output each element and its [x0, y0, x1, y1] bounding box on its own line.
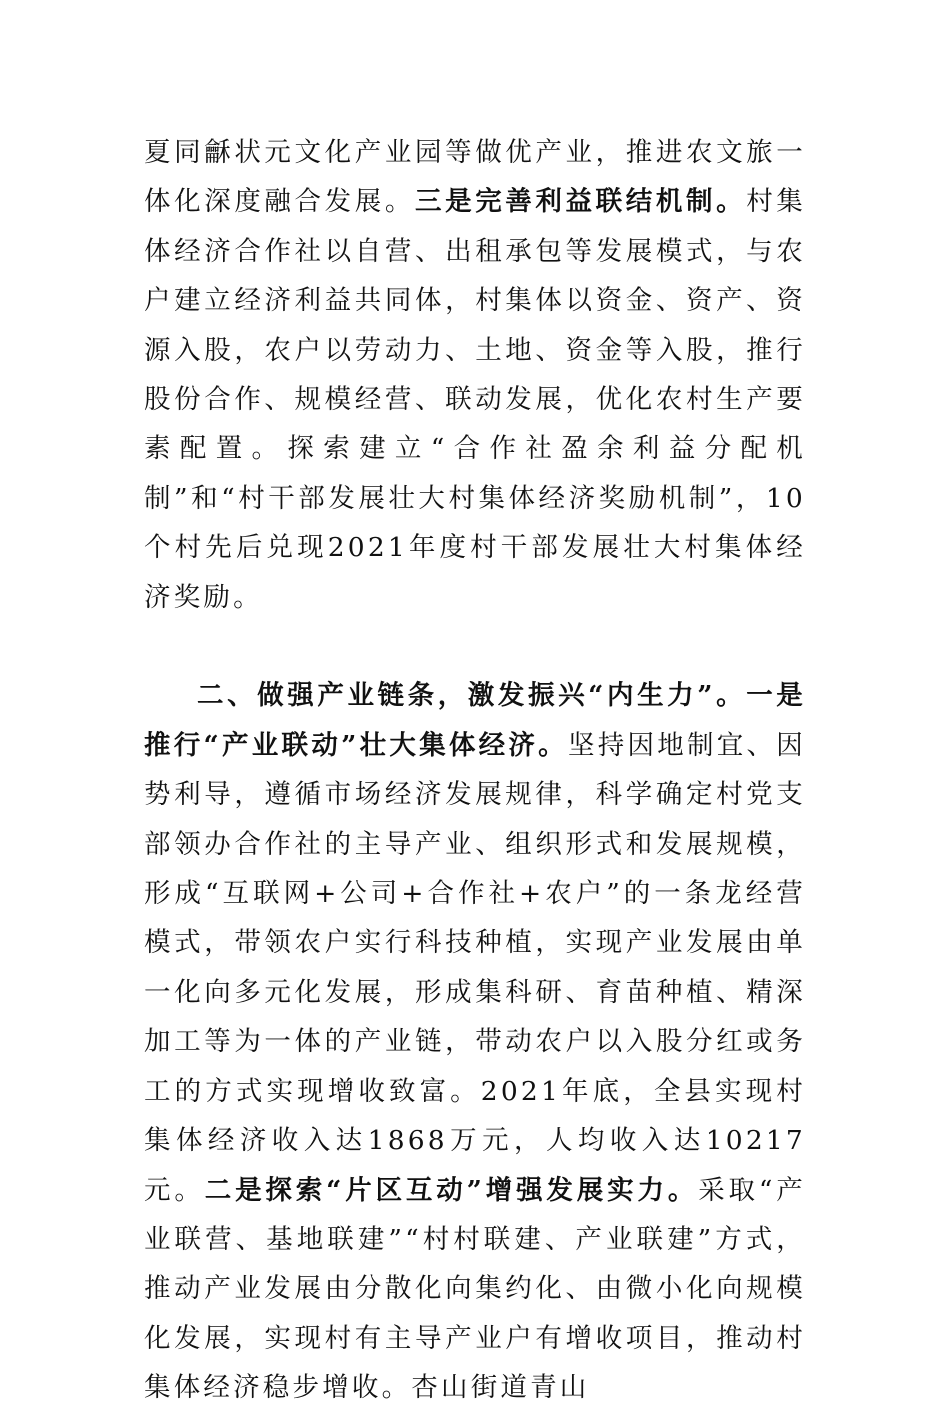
paragraph-1-heading-3: 三是完善利益联结机制。 — [414, 186, 747, 218]
paragraph-1-text-1: 夏同龢状元文化产业园等做优产业，推进农文旅一体化深度融合发展。 — [144, 137, 806, 218]
paragraph-1 — [144, 128, 806, 622]
paragraph-2-text-1: 坚持因地制宜、因势利导，遵循市场经济发展规律，科学确定村党支部领办合作社的主导产业、组织形式和发展规模，形成“互联网+公司+合作社+农户”的一条龙经营模式，带领农户实行科技种植，实现产业发展由单一化向多元化发展，形成集科研、育苗种植、精深加工等为一体的产业链，带动农户以入股分红或务工的方式实现增收致富。2021年底，全县实现村集体经济收入达1868万元，人均收入达10217元。 — [144, 729, 806, 1206]
paragraph-spacer — [144, 622, 806, 671]
paragraph-1-text-2: 村集体经济合作社以自营、出租承包等发展模式，与农户建立经济利益共同体，村集体以资金、资产、资源入股，农户以劳动力、土地、资金等入股，推行股份合作、规模经营、联动发展，优化农村生产要素配置。探索建立“合作社盈余利益分配机制”和“村干部发展壮大村集体经济奖励机制”，10个村先后兑现2021年度村干部发展壮大村集体经济奖励。 — [144, 186, 806, 613]
section-heading-2: 二、做强产业链条，激发振兴“内生力”。 — [197, 680, 747, 712]
paragraph-2-text-2: 采取“产业联营、基地联建”“村村联建、产业联建”方式，推动产业发展由分散化向集约化、由微小化向规模化发展，实现村有主导产业户有增收项目，推动村集体经济稳步增收。杏山街道青山 — [144, 1174, 806, 1404]
subheading-1: 一是推行“产业联动”壮大集体经济。 — [144, 680, 806, 761]
document-body — [144, 128, 806, 1413]
subheading-2: 二是探索“片区互动”增强发展实力。 — [204, 1174, 699, 1206]
paragraph-2 — [144, 671, 806, 1412]
